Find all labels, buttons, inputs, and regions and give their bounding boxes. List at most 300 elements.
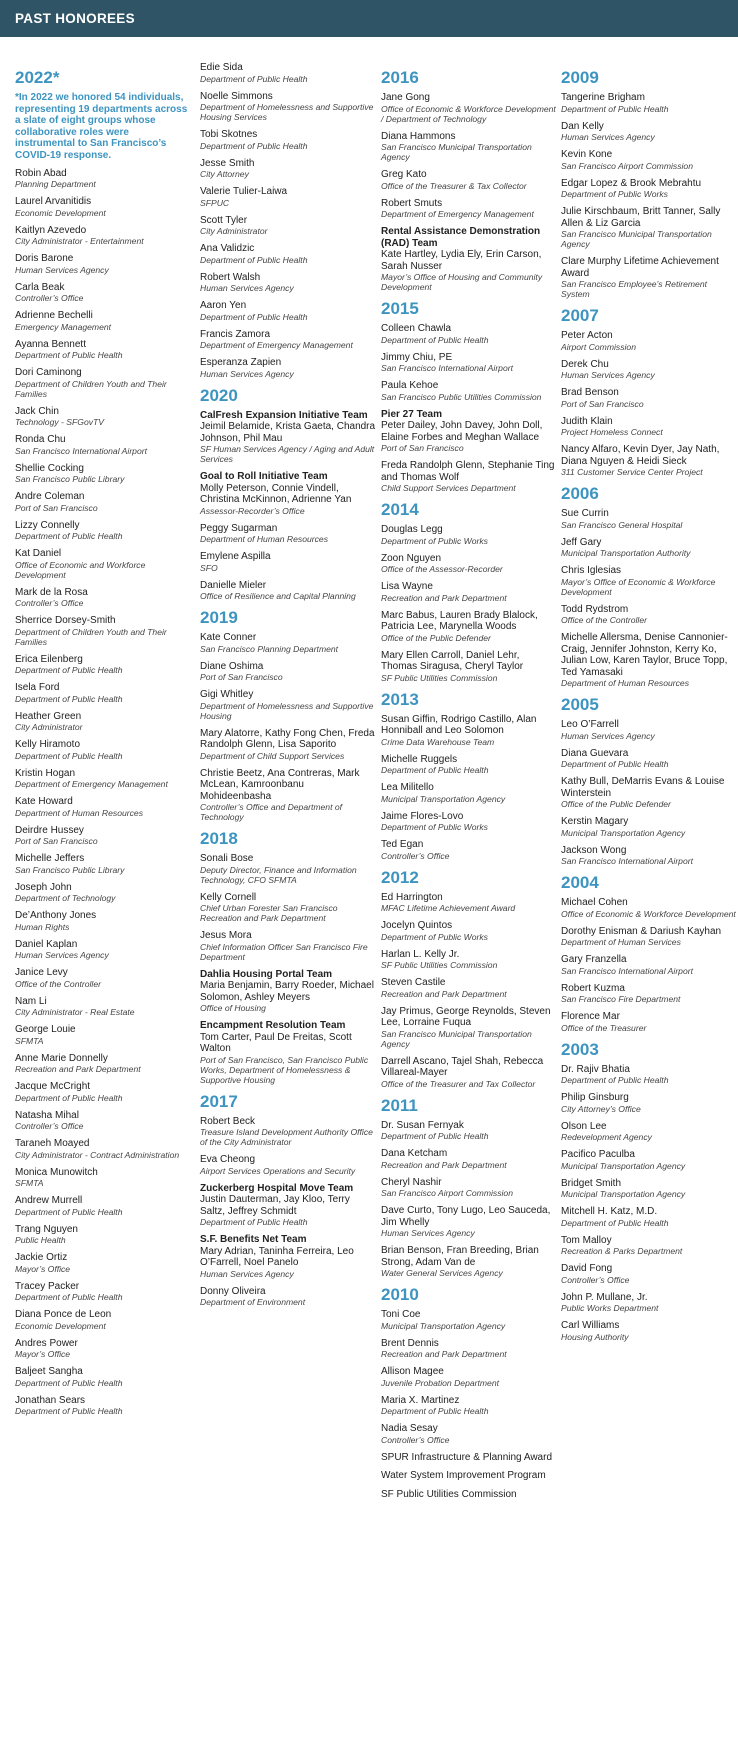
honoree-department: Department of Public Health (15, 693, 123, 704)
honoree-name: Jesus Mora (200, 930, 252, 941)
honoree-name: John P. Mullane, Jr. (561, 1291, 648, 1303)
honoree-entry (15, 825, 191, 847)
honoree-department: San Francisco International Airport (381, 363, 513, 373)
honoree-name: Kate Conner (200, 632, 257, 643)
honoree-department: San Francisco General Hospital (561, 519, 683, 530)
honoree-entry (381, 131, 557, 163)
honoree-name: Deirdre Hussey (15, 824, 84, 836)
honoree-department: Department of Public Health (15, 1292, 123, 1303)
honoree-entry (561, 748, 737, 770)
honoree-department: Department of Public Health (15, 1377, 123, 1388)
honoree-name: Andre Coleman (15, 491, 85, 503)
honoree-name: Clare Murphy Lifetime Achievement Award (561, 256, 719, 279)
honoree-name: Michael Cohen (561, 897, 628, 908)
honoree-name: Taraneh Moayed (15, 1138, 90, 1150)
honoree-department: Department of Public Health (200, 73, 308, 84)
honoree-name: Kaitlyn Azevedo (15, 224, 87, 236)
honoree-department: Department of Public Health (381, 334, 489, 345)
honoree-department: Department of Public Health (15, 1406, 123, 1417)
honoree-entry (561, 776, 737, 809)
honoree-entry (200, 357, 376, 379)
honoree-entry (15, 406, 191, 428)
honoree-department: Department of Emergency Management (381, 209, 534, 219)
honoree-entry (15, 654, 191, 676)
honoree-department: Office of Economic and Workforce Development (15, 559, 146, 580)
honoree-department: Office of the Public Defender (561, 799, 671, 809)
year-section (381, 500, 557, 683)
honoree-entry (200, 661, 376, 683)
honoree-entry (561, 604, 737, 626)
honoree-name: Peter Acton (561, 330, 613, 341)
honoree-department: Department of Public Health (561, 759, 669, 769)
team-name: CalFresh Expansion Initiative Team (200, 409, 368, 421)
honoree-name: Diana Ponce de Leon (15, 1309, 112, 1321)
honoree-name: Colleen Chawla (381, 323, 452, 334)
honoree-entry (381, 1309, 557, 1331)
honoree-entry (200, 158, 376, 180)
honoree-name: Laurel Arvanitidis (15, 196, 92, 208)
honoree-name: Cheryl Nashir (381, 1176, 442, 1188)
honoree-name: Baljeet Sangha (15, 1366, 83, 1378)
honoree-department: Housing Authority (561, 1331, 629, 1342)
honoree-entry (381, 1120, 557, 1142)
honoree-entry (561, 632, 737, 688)
honoree-department: Office of Housing (200, 1003, 266, 1013)
honoree-name: Esperanza Zapien (200, 357, 282, 368)
honoree-name: Tangerine Brigham (561, 92, 645, 103)
honoree-name: Francis Zamora (200, 328, 271, 340)
honoree-entry (15, 168, 191, 190)
honoree-department: SF Public Utilities Commission (381, 672, 498, 683)
honoree-name: Derek Chu (561, 358, 609, 370)
honoree-department: Department of Human Resources (200, 534, 329, 544)
honoree-name: Pacifico Paculba (561, 1149, 635, 1160)
honoree-entry (200, 632, 376, 654)
team-name: Encampment Resolution Team (200, 1020, 346, 1031)
honoree-name: Carla Beak (15, 281, 65, 293)
honoree-department: SFO (200, 562, 218, 573)
honoree-name: Peter Dailey, John Davey, John Doll, Elaine Forbes and Meghan Wallace (381, 420, 543, 443)
year-heading: 2012 (381, 867, 419, 887)
honoree-entry (381, 1366, 557, 1388)
honoree-department: Municipal Transportation Agency (561, 1189, 686, 1199)
honoree-entry (561, 816, 737, 838)
honoree-entry (381, 839, 557, 861)
honoree-entry (200, 215, 376, 237)
honoree-department: Child Support Services Department (381, 483, 516, 493)
honoree-name: Water System Improvement Program (381, 1470, 546, 1481)
honoree-name: Aaron Yen (200, 300, 247, 311)
honoree-name: Dr. Rajiv Bhatia (561, 1063, 630, 1075)
honoree-entry (15, 225, 191, 247)
honoree-department: SF Public Utilities Commission (381, 960, 498, 970)
honoree-entry (200, 892, 376, 924)
honoree-department: Department of Child Support Services (200, 750, 345, 761)
honoree-name: Tom Malloy (561, 1234, 612, 1246)
honoree-department: San Francisco International Airport (15, 445, 147, 456)
honoree-entry (200, 768, 376, 823)
team-name: Zuckerberg Hospital Move Team (200, 1182, 354, 1194)
honoree-entry (561, 926, 737, 948)
honoree-department: Deputy Director, Finance and Information Technology, CFO SFMTA (200, 864, 357, 885)
honoree-name: Kelly Hiramoto (15, 739, 81, 751)
year-section (381, 68, 557, 292)
honoree-name: Emylene Aspilla (200, 551, 271, 562)
honoree-entry (561, 178, 737, 200)
honoree-name: Diane Oshima (200, 660, 264, 672)
column-2 (200, 62, 376, 1314)
honoree-name: Gary Franzella (561, 954, 627, 965)
honoree-name: Robert Walsh (200, 271, 261, 283)
honoree-name: Lisa Wayne (381, 581, 433, 592)
honoree-department: Department of Public Health (15, 1092, 123, 1103)
honoree-entry (381, 892, 557, 914)
honoree-entry (381, 754, 557, 776)
honoree-department: Economic Development (15, 207, 106, 218)
honoree-name: Mary Ellen Carroll, Daniel Lehr, Thomas Siragusa, Cheryl Taylor (381, 649, 524, 672)
honoree-name: Ana Validzic (200, 243, 255, 254)
honoree-name: Mary Adrian, Taninha Ferreira, Leo O’Farrell, Noel Panelo (200, 1245, 354, 1268)
honoree-department: Department of Children Youth and Their Families (15, 626, 167, 647)
honoree-department: San Francisco Municipal Transportation Agency (381, 142, 532, 162)
honoree-department: Emergency Management (15, 321, 112, 332)
honoree-entry (200, 186, 376, 208)
honoree-entry (561, 983, 737, 1005)
year-section (200, 62, 376, 379)
honoree-entry (561, 1178, 737, 1200)
honoree-entry (561, 1263, 737, 1285)
honoree-entry (15, 739, 191, 761)
honoree-entry (15, 882, 191, 904)
honoree-department: Recreation & Parks Department (561, 1246, 683, 1256)
honoree-department: SFPUC (200, 197, 230, 208)
year-heading: 2004 (561, 873, 599, 892)
honoree-entry (200, 272, 376, 294)
honoree-name: Andres Power (15, 1337, 78, 1349)
honoree-name: Julie Kirschbaum, Britt Tanner, Sally Allen & Liz Garcia (561, 206, 721, 229)
honoree-name: Valerie Tulier-Laiwa (200, 186, 288, 197)
year-section (200, 829, 376, 1085)
honoree-name: Ed Harrington (381, 891, 443, 903)
honoree-department: San Francisco Municipal Transportation Agency (381, 1028, 532, 1049)
honoree-entry (561, 330, 737, 352)
honoree-entry (561, 444, 737, 477)
honoree-department: Project Homeless Connect (561, 427, 663, 437)
honoree-department: Department of Technology (15, 893, 116, 904)
honoree-entry (561, 1011, 737, 1033)
honoree-department: San Francisco Airport Commission (381, 1188, 513, 1198)
honoree-name: Jeimil Belamide, Krista Gaeta, Chandra Johnson, Phil Mau (200, 421, 376, 444)
honoree-name: Dana Ketcham (381, 1148, 448, 1159)
honoree-entry (561, 1149, 737, 1171)
honoree-entry (15, 1024, 191, 1046)
honoree-entry (15, 282, 191, 304)
honoree-entry (381, 1452, 557, 1464)
honoree-department: Assessor-Recorder’s Office (200, 505, 305, 516)
honoree-name: SF Public Utilities Commission (381, 1488, 517, 1500)
honoree-department: Port of San Francisco (200, 672, 283, 682)
honoree-name: Mark de la Rosa (15, 586, 88, 598)
honoree-entry (200, 410, 376, 465)
honoree-entry (561, 1320, 737, 1342)
honoree-department: Human Services Agency (15, 950, 109, 961)
honoree-department: SFMTA (15, 1035, 44, 1046)
honoree-name: Jesse Smith (200, 157, 255, 169)
honoree-entry (15, 1309, 191, 1331)
honoree-entry (15, 853, 191, 875)
honoree-department: City Administrator - Contract Administration (15, 1149, 180, 1160)
honoree-name: Kate Hartley, Lydia Ely, Erin Carson, Sarah Nusser (381, 249, 542, 272)
honoree-entry (200, 1154, 376, 1176)
honoree-entry (200, 62, 376, 84)
honoree-entry (381, 977, 557, 999)
honoree-name: Chris Iglesias (561, 565, 622, 576)
honoree-entry (381, 714, 557, 747)
honoree-department: Port of San Francisco (381, 443, 464, 453)
honoree-name: Nadia Sesay (381, 1423, 438, 1434)
honoree-name: Justin Dauterman, Jay Kloo, Terry Saltz, Jeffrey Schmidt (200, 1194, 350, 1217)
honoree-name: Natasha Mihal (15, 1109, 79, 1121)
honoree-department: Office of the Controller (561, 615, 647, 625)
honoree-entry (15, 196, 191, 218)
honoree-name: Dr. Susan Fernyak (381, 1119, 464, 1131)
honoree-department: Human Services Agency (381, 1228, 475, 1238)
honoree-name: Bridget Smith (561, 1177, 622, 1189)
year-heading: 2013 (381, 689, 419, 709)
honoree-entry (15, 939, 191, 961)
honoree-entry (15, 1138, 191, 1160)
honoree-name: Dan Kelly (561, 120, 604, 132)
honoree-entry (15, 910, 191, 932)
honoree-department: Department of Public Health (15, 531, 123, 542)
honoree-department: San Francisco Public Library (15, 474, 125, 485)
honoree-department: MFAC Lifetime Achievement Award (381, 903, 516, 913)
honoree-entry (381, 1395, 557, 1417)
honoree-department: Department of Human Resources (15, 807, 144, 818)
honoree-name: Greg Kato (381, 169, 427, 180)
honoree-entry (15, 615, 191, 647)
honoree-entry (200, 580, 376, 602)
year-heading: 2011 (381, 1095, 418, 1115)
honoree-department: Planning Department (15, 179, 96, 190)
honoree-entry (381, 610, 557, 643)
honoree-department: Human Services Agency (15, 264, 109, 275)
honoree-name: Todd Rydstrom (561, 603, 629, 615)
honoree-department: Department of Public Works (561, 189, 668, 199)
year-section (200, 386, 376, 602)
honoree-name: Isela Ford (15, 682, 60, 694)
year-section (561, 695, 737, 866)
honoree-entry (200, 129, 376, 151)
honoree-name: Sonali Bose (200, 853, 254, 864)
honoree-name: Mary Alatorre, Kathy Fong Chen, Freda Randolph Glenn, Lisa Saporito (200, 727, 375, 750)
honoree-entry (561, 387, 737, 409)
honoree-entry (15, 1338, 191, 1360)
honoree-entry (200, 1020, 376, 1085)
honoree-department: San Francisco Public Library (15, 864, 125, 875)
honoree-department: Recreation and Park Department (381, 1159, 507, 1170)
honoree-department: Office of Economic & Workforce Development / Department of Technology (381, 103, 556, 124)
honoree-name: Tom Carter, Paul De Freitas, Scott Walton (200, 1031, 352, 1054)
year-heading: 2016 (381, 68, 419, 87)
honoree-name: Jane Gong (381, 92, 430, 103)
honoree-department: Department of Public Health (200, 254, 308, 265)
honoree-entry (15, 367, 191, 399)
honoree-entry (15, 1053, 191, 1075)
honoree-name: Zoon Nguyen (381, 552, 442, 564)
honoree-entry (15, 253, 191, 275)
honoree-entry (381, 581, 557, 603)
honoree-name: Dorothy Enisman & Dariush Kayhan (561, 925, 722, 937)
honoree-entry (15, 1395, 191, 1417)
honoree-entry (15, 587, 191, 609)
honoree-name: Kristin Hogan (15, 767, 76, 779)
honoree-name: Leo O’Farrell (561, 719, 619, 730)
honoree-entry (561, 1064, 737, 1086)
honoree-entry (200, 1116, 376, 1148)
honoree-name: Monica Munowitch (15, 1166, 98, 1178)
honoree-department: Department of Children Youth and Their Families (15, 378, 167, 399)
year-section (15, 68, 191, 1416)
honoree-entry (15, 520, 191, 542)
honoree-entry (15, 1167, 191, 1189)
column-4 (561, 62, 737, 1349)
honoree-name: Diana Hammons (381, 130, 456, 142)
year-heading: 2003 (561, 1039, 599, 1059)
year-heading: 2017 (200, 1091, 238, 1111)
honoree-name: SPUR Infrastructure & Planning Award (381, 1451, 553, 1463)
honoree-entry (561, 845, 737, 867)
honoree-name: Ronda Chu (15, 434, 66, 446)
honoree-name: Olson Lee (561, 1120, 607, 1132)
honoree-name: Erica Eilenberg (15, 653, 83, 665)
honoree-department: Controller’s Office and Department of Technology (200, 802, 343, 822)
honoree-name: Doris Barone (15, 253, 74, 265)
year-heading: 2014 (381, 500, 419, 519)
year-section (381, 868, 557, 1089)
honoree-name: Maria X. Martinez (381, 1394, 460, 1406)
honoree-name: Steven Castile (381, 977, 446, 988)
honoree-name: Jackie Ortiz (15, 1252, 68, 1264)
honoree-entry (200, 329, 376, 351)
honoree-name: David Fong (561, 1263, 613, 1274)
honoree-department: City Attorney’s Office (561, 1103, 641, 1114)
honoree-entry (561, 1092, 737, 1114)
honoree-name: Tobi Skotnes (200, 129, 258, 140)
honoree-department: Mayor’s Office of Housing and Community Development (381, 272, 543, 292)
honoree-name: Shellie Cocking (15, 462, 84, 474)
honoree-entry (561, 1235, 737, 1257)
honoree-department: Office of the Treasurer (561, 1022, 647, 1033)
honoree-entry (15, 996, 191, 1018)
honoree-entry (561, 719, 737, 741)
year-heading: 2019 (200, 608, 238, 627)
honoree-name: Adrienne Bechelli (15, 310, 93, 322)
honoree-department: Human Services Agency (561, 370, 655, 380)
honoree-name: Paula Kehoe (381, 380, 439, 391)
honoree-name: Tracey Packer (15, 1280, 80, 1292)
column-1 (15, 62, 191, 1423)
honoree-entry (200, 243, 376, 265)
honoree-department: Department of Public Health (15, 665, 123, 676)
honoree-entry (381, 323, 557, 345)
year-section (200, 608, 376, 822)
honoree-department: Controller’s Office (381, 1434, 450, 1445)
year-heading: 2018 (200, 829, 238, 848)
honoree-entry (381, 409, 557, 454)
honoree-name: Lizzy Connelly (15, 519, 80, 531)
year-section (381, 299, 557, 493)
honoree-department: Treasure Island Development Authority Office of the City Administrator (200, 1127, 373, 1147)
honoree-department: Mayor’s Office (15, 1349, 71, 1360)
page-banner (0, 0, 738, 37)
honoree-department: City Administrator (200, 226, 268, 236)
honoree-entry (15, 463, 191, 485)
honoree-department: Redevelopment Agency (561, 1132, 652, 1142)
honoree-name: Michelle Allersma, Denise Cannonier-Craig, Jennifer Johnston, Kerry Ko, Julian Low, Karen Taylor, Bruce Topp, Ted Yamasaki (561, 632, 728, 678)
honoree-entry (200, 1183, 376, 1228)
honoree-department: Mayor’s Office (15, 1263, 71, 1274)
honoree-name: Maria Benjamin, Barry Roeder, Michael Solomon, Ashley Meyers (200, 980, 374, 1003)
honoree-name: Jack Chin (15, 405, 59, 417)
honoree-entry (561, 92, 737, 114)
honoree-department: Human Services Agency (200, 1268, 294, 1279)
honoree-department: Controller’s Office (15, 598, 84, 609)
honoree-entry (200, 689, 376, 721)
honoree-name: Andrew Murrell (15, 1195, 83, 1207)
honoree-entry (15, 1110, 191, 1132)
honoree-department: Public Health (15, 1235, 66, 1246)
honoree-entry (381, 1470, 557, 1482)
honoree-entry (381, 920, 557, 942)
honoree-entry (381, 782, 557, 804)
year-heading: 2006 (561, 484, 599, 503)
year-section (381, 1285, 557, 1500)
honoree-name: Jaime Flores-Lovo (381, 810, 464, 822)
honoree-name: Robin Abad (15, 167, 67, 179)
honoree-name: Kevin Kone (561, 149, 613, 160)
honoree-department: Port of San Francisco (15, 502, 98, 513)
honoree-department: Department of Public Health (561, 1075, 669, 1085)
honoree-department: Recreation and Park Department (381, 988, 507, 999)
honoree-entry (381, 198, 557, 220)
honoree-department: SFMTA (15, 1178, 44, 1189)
honoree-department: Human Rights (15, 921, 70, 932)
honoree-entry (15, 1252, 191, 1274)
honoree-department: Department of Human Services (561, 937, 681, 947)
column-3 (381, 62, 557, 1507)
honoree-entry (381, 524, 557, 546)
honoree-department: San Francisco Planning Department (200, 643, 339, 654)
honoree-department: San Francisco International Airport (561, 965, 693, 976)
honoree-name: Dave Curto, Tony Lugo, Leo Sauceda, Jim Whelly (381, 1205, 551, 1228)
honoree-name: George Louie (15, 1024, 76, 1036)
honoree-entry (15, 310, 191, 332)
honoree-department: Department of Homelessness and Supportive Housing Services (200, 102, 374, 122)
honoree-entry (561, 897, 737, 919)
honoree-department: Controller’s Office (15, 1121, 84, 1132)
honoree-name: Danielle Mieler (200, 579, 267, 591)
honoree-name: Lea Militello (381, 782, 434, 793)
honoree-entry (15, 434, 191, 456)
honoree-department: Human Services Agency (561, 730, 655, 741)
year-note: *In 2022 we honored 54 individuals, representing 19 departments across a slate of eight groups whose collaborative roles were instrumental to San Francisco’s COVID-19 response. (15, 92, 188, 161)
honoree-department: Department of Public Health (200, 1217, 308, 1227)
honoree-entry (561, 1292, 737, 1314)
honoree-department: City Administrator - Real Estate (15, 1007, 135, 1018)
honoree-name: Scott Tyler (200, 214, 248, 226)
honoree-department: Chief Urban Forester San Francisco Recreation and Park Department (200, 903, 338, 923)
